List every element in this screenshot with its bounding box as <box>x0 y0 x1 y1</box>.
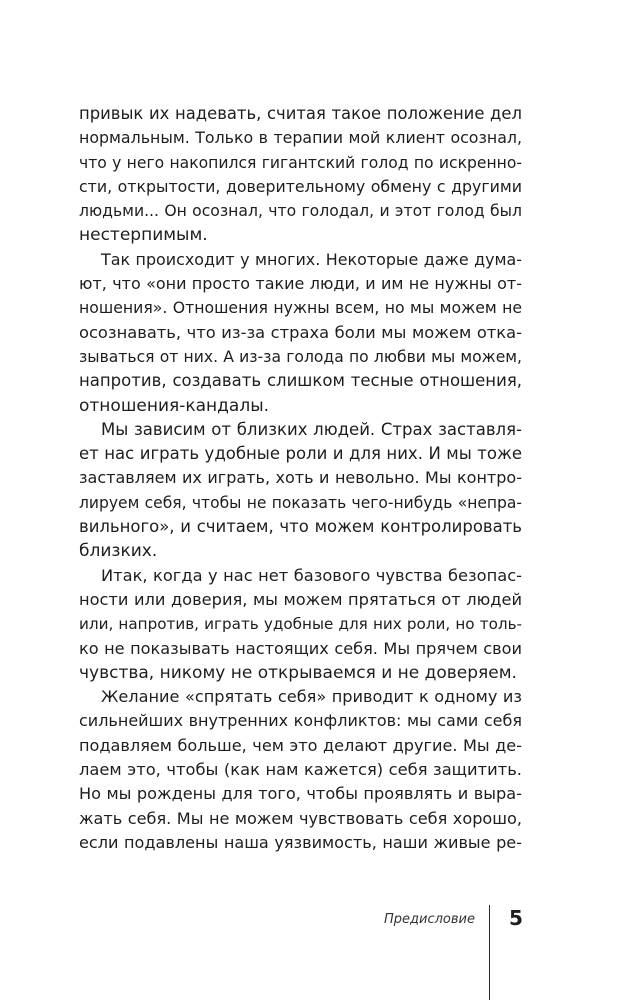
text-line: нестерпимым. <box>79 225 208 246</box>
text-line: отношения-кандалы. <box>79 395 270 416</box>
text-line: людьми... Он осознал, что голодал, и этот голод был <box>79 201 522 221</box>
text-line: заставляем их играть, хоть и невольно. Мы контро- <box>79 468 522 488</box>
text-line: Но мы рождены для того, чтобы проявлять и выра- <box>79 784 522 804</box>
text-line: ности или доверия, мы можем прятаться от людей <box>79 589 522 609</box>
text-line: жать себя. Мы не можем чувствовать себя хорошо, <box>79 808 522 828</box>
text-line: зываться от них. А из-за голода по любви мы можем, <box>79 347 522 366</box>
text-line: Мы зависим от близких людей. Страх заставля- <box>101 419 522 439</box>
text-line: что у него накопился гигантский голод по искренно- <box>79 153 522 172</box>
text-line: Желание «спрятать себя» приводит к одному из <box>101 687 522 707</box>
running-footer-section-title: Предисловие <box>384 912 475 927</box>
body-text <box>79 102 522 855</box>
text-line: осознавать, что из-за страха боли мы можем отка- <box>79 322 522 342</box>
text-line: напротив, создавать слишком тесные отношения, <box>79 371 522 391</box>
footer-divider <box>489 905 490 1000</box>
text-line: подавляем больше, чем это делают другие. Мы де- <box>79 735 522 755</box>
text-line: Так происходит у многих. Некоторые даже дума- <box>101 249 522 269</box>
text-line: вильного», и считаем, что можем контролировать <box>79 517 522 537</box>
text-line: близких. <box>79 541 158 562</box>
text-line: сти, открытости, доверительному обмену с другими <box>79 176 522 196</box>
text-line: Итак, когда у нас нет базового чувства безопас- <box>101 565 522 585</box>
text-line: или, напротив, играть удобные для них роли, но толь- <box>79 615 522 634</box>
page-number: 5 <box>509 906 523 930</box>
text-line: привык их надевать, считая такое положение дел <box>79 104 522 123</box>
text-line: ют, что «они просто такие люди, и им не нужны от- <box>79 274 522 294</box>
text-line: чувства, никому не открываемся и не доверяем. <box>79 662 517 683</box>
text-line: ет нас играть удобные роли и для них. И мы тоже <box>79 444 522 464</box>
text-line: ко не показывать настоящих себя. Мы прячем свои <box>79 638 522 658</box>
text-line: лаем это, чтобы (как нам кажется) себя защитить. <box>79 760 522 780</box>
text-line: ношения». Отношения нужны всем, но мы можем не <box>79 298 522 318</box>
text-line: если подавлены наша уязвимость, наши живые ре- <box>79 832 522 852</box>
text-line: сильнейших внутренних конфликтов: мы сами себя <box>79 711 522 731</box>
text-line: лируем себя, чтобы не показать чего-нибудь «непра- <box>79 493 522 512</box>
text-line: нормальным. Только в терапии мой клиент осознал, <box>79 128 522 148</box>
